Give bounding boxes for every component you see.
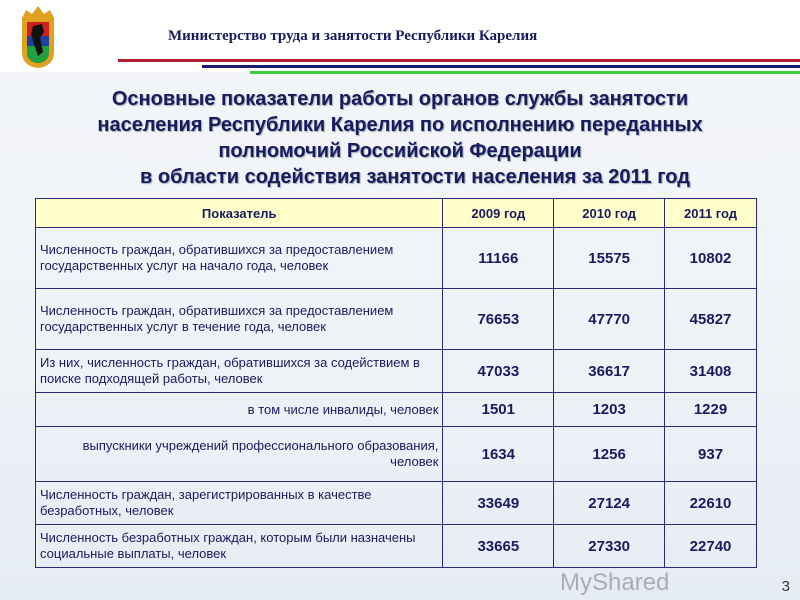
watermark: MyShared xyxy=(560,569,670,596)
title-line: Основные показатели работы органов службы занятости xyxy=(111,88,689,110)
column-header: 2010 год xyxy=(554,199,665,228)
value-cell: 1634 xyxy=(443,427,554,482)
slide-title xyxy=(0,86,800,190)
row-label: Численность граждан, зарегистрированных в качестве безработных, человек xyxy=(36,482,443,525)
ministry-name: Министерство труда и занятости Республики Карелия xyxy=(168,28,538,44)
row-label: Численность граждан, обратившихся за предоставлением государственных услуг на начало года, человек xyxy=(36,228,443,289)
value-cell: 1256 xyxy=(554,427,665,482)
value-cell: 1501 xyxy=(443,393,554,427)
value-cell: 45827 xyxy=(665,289,757,350)
table-row xyxy=(36,427,757,482)
value-cell: 33649 xyxy=(443,482,554,525)
value-cell: 27330 xyxy=(554,525,665,568)
value-cell: 1203 xyxy=(554,393,665,427)
page-number: 3 xyxy=(781,578,790,595)
column-header: Показатель xyxy=(36,199,443,228)
value-cell: 22610 xyxy=(665,482,757,525)
title-line: полномочий Российской Федерации xyxy=(218,140,582,162)
divider-blue xyxy=(202,65,800,68)
table-row xyxy=(36,228,757,289)
value-cell: 36617 xyxy=(554,350,665,393)
table-row xyxy=(36,393,757,427)
value-cell: 47033 xyxy=(443,350,554,393)
title-line: населения Республики Карелия по исполнению переданных xyxy=(97,114,703,136)
value-cell: 31408 xyxy=(665,350,757,393)
row-label: выпускники учреждений профессионального образования, человек xyxy=(36,427,443,482)
value-cell: 47770 xyxy=(554,289,665,350)
table-row xyxy=(36,350,757,393)
row-label: Из них, численность граждан, обратившихся за содействием в поиске подходящей работы, человек xyxy=(36,350,443,393)
divider-green xyxy=(250,71,800,74)
value-cell: 76653 xyxy=(443,289,554,350)
value-cell: 33665 xyxy=(443,525,554,568)
karelia-coat-of-arms-logo xyxy=(18,4,58,70)
value-cell: 1229 xyxy=(665,393,757,427)
title-line: в области содействия занятости населения за 2011 год xyxy=(140,166,690,188)
table-row xyxy=(36,525,757,568)
column-header: 2009 год xyxy=(443,199,554,228)
column-header: 2011 год xyxy=(665,199,757,228)
table-row xyxy=(36,289,757,350)
value-cell: 937 xyxy=(665,427,757,482)
table-header-row xyxy=(36,199,757,228)
value-cell: 27124 xyxy=(554,482,665,525)
value-cell: 11166 xyxy=(443,228,554,289)
divider-red xyxy=(118,59,800,62)
table-row xyxy=(36,482,757,525)
indicators-table xyxy=(35,198,757,568)
row-label: Численность граждан, обратившихся за предоставлением государственных услуг в течение года, человек xyxy=(36,289,443,350)
row-label: Численность безработных граждан, которым были назначены социальные выплаты, человек xyxy=(36,525,443,568)
value-cell: 15575 xyxy=(554,228,665,289)
row-label: в том числе инвалиды, человек xyxy=(36,393,443,427)
value-cell: 10802 xyxy=(665,228,757,289)
value-cell: 22740 xyxy=(665,525,757,568)
